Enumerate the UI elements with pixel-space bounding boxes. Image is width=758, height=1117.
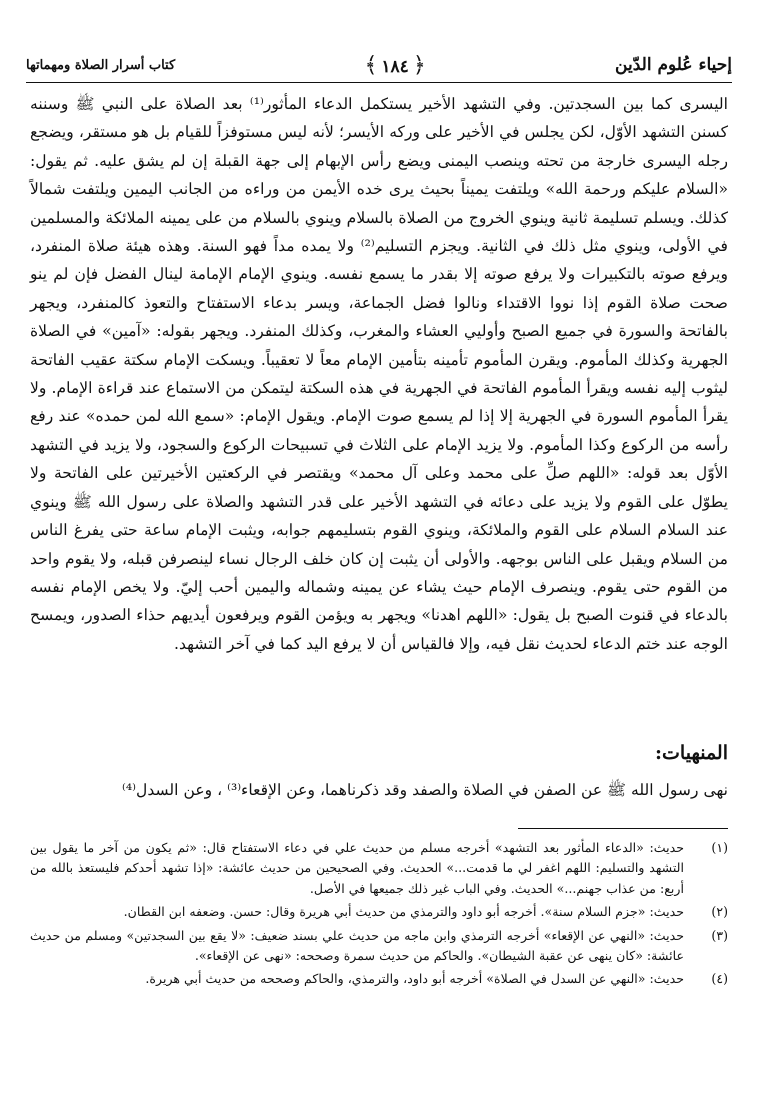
chapter-title: كتاب أسرار الصلاة ومهماتها [26, 57, 176, 73]
page-number [361, 53, 430, 78]
footnote-item [30, 902, 728, 922]
page-number-bracket-right: ﴿ [412, 52, 426, 78]
header-rule [26, 82, 732, 83]
footnote-item [30, 969, 728, 989]
body-paragraph: اليسرى كما بين السجدتين. وفي التشهد الأخير يستكمل الدعاء المأثور⁽¹⁾ بعد الصلاة على النبي ﷺ وسننه كسنن التشهد الأوّل، لكن يجلس في الأخير على وركه الأيسر؛ لأنه ليس مستوفزاً للقيام بل هو مستقر، ويضجع رجله اليسرى خارجة من تحته وينصب اليمنى ويضع رأس الإبهام إلى جهة القبلة إن لم يشق عليه. ثم يقول: «السلام عليكم ورحمة الله» ويلتفت يميناً بحيث يرى خده الأيمن من وراءه من الجانب اليمين ويلتفت شمالاً كذلك. ويسلم تسليمة ثانية وينوي الخروج من الصلاة بالسلام وينوي بالسلام من على يمينه الملائكة والمسلمين في الأولى، وينوي مثل ذلك في الثانية. ويجزم التسليم⁽²⁾ ولا يمده مداً فهو السنة. وهذه هيئة صلاة المنفرد، ويرفع صوته بالتكبيرات ولا يرفع صوته إلا بقدر ما يسمع نفسه. وينوي الإمام الإمامة لينال الفضل فإن لم ينو صحت صلاة القوم إذا نووا الاقتداء ونالوا فضل الجماعة، ويسر بدعاء الاستفتاح والتعوذ كالمنفرد، ويجهر بالفاتحة والسورة في جميع الصبح وأوليي العشاء والمغرب، وكذلك المنفرد. ويجهر بقوله: «آمين» في الصلاة الجهرية وكذلك المأموم. ويقرن المأموم تأمينه بتأمين الإمام معاً لا تعقيباً. ويسكت الإمام سكتة عقيب الفاتحة ليثوب إليه نفسه ويقرأ المأموم الفاتحة في الجهرية في هذه السكتة ليتمكن من الاستماع عند قراءة الإمام. ولا يقرأ المأموم السورة في الجهرية إلا إذا لم يسمع صوت الإمام. ويقول الإمام: «سمع الله لمن حمده» عند رفع رأسه من الركوع وكذا المأموم. ولا يزيد الإمام على الثلاث في تسبيحات الركوع والسجود، ولا يزيد في التشهد الأوّل بعد قوله: «اللهم صلِّ على محمد وعلى آل محمد» ويقتصر في الركعتين الأخيرتين على الفاتحة ولا يطوّل على القوم ولا يزيد على دعائه في التشهد الأخير على قدر التشهد والصلاة على رسول الله ﷺ وينوي عند السلام السلام على القوم والملائكة، وينوي القوم بتسليمهم جوابه، ويثبت الإمام ساعة حتى يفرغ الناس من السلام ويقبل على الناس بوجهه. والأولى أن يثبت إن كان خلف الرجال نساء لينصرفن قبله، ولا يقوم واحد من القوم حتى يقوم. وينصرف الإمام حيث يشاء عن يمينه وشماله واليمين أحب إليّ. ولا يخص الإمام نفسه بالدعاء في قنوت الصبح بل يقول: «اللهم اهدنا» ويجهر به ويؤمن القوم ويرفعون أيديهم حذاء الصدور، ويمسح الوجه عند ختم الدعاء لحديث نقل فيه، وإلا فالقياس أن لا يرفع اليد كما في آخر التشهد. [30, 95, 728, 653]
footnote-number: (٢) [711, 904, 728, 920]
footnote-item [30, 926, 728, 967]
book-title: إحياء عُلوم الدّين [615, 55, 732, 75]
footnote-item [30, 838, 728, 899]
footnote-number: (٤) [711, 971, 728, 987]
section-intro: نهى رسول الله ﷺ عن الصفن في الصلاة والصفد وقد ذكرناهما، وعن الإقعاء⁽³⁾ ، وعن السدل⁽⁴⁾ [122, 781, 728, 799]
footnote-number: (٣) [711, 927, 728, 943]
page-number-bracket-left: ﴾ [364, 52, 378, 78]
footnotes [30, 838, 728, 993]
main-text [30, 90, 728, 658]
page-number-value: ١٨٤ [381, 56, 409, 77]
footnote-text: حديث: «النهي عن الإقعاء» أخرجه الترمذي وابن ماجه من حديث علي بسند ضعيف: «لا يقع بين السجدتين» ومسلم من حديث عائشة: «كان ينهى عن عقبة الشيطان». والحاكم من حديث سمرة وصححه: «نهى عن الإقعاء». [30, 927, 684, 964]
footnote-text: حديث: «جزم السلام سنة». أخرجه أبو داود والترمذي من حديث أبي هريرة وقال: حسن. وضعفه ابن القطان. [123, 904, 684, 920]
section-heading: المنهيات: [655, 742, 728, 764]
footnote-number: (١) [711, 840, 728, 855]
running-header [26, 50, 732, 80]
footnote-rule [518, 828, 728, 829]
footnote-text: حديث: «الدعاء المأثور بعد التشهد» أخرجه مسلم من حديث علي في دعاء الاستفتاح قال: «ثم يكون من آخر ما يقول بين التشهد والتسليم: اللهم اغفر لي ما قدمت...» الحديث. وفي الصحيحين من حديث عائشة: «إذا تشهد أحدكم فليستعذ بالله من أربع: من عذاب جهنم...» الحديث. وفي الباب غير ذلك جميعها في الأصل. [30, 840, 684, 896]
footnote-text: حديث: «النهي عن السدل في الصلاة» أخرجه أبو داود، والترمذي، والحاكم وصححه من حديث أبي هريرة. [145, 971, 684, 987]
